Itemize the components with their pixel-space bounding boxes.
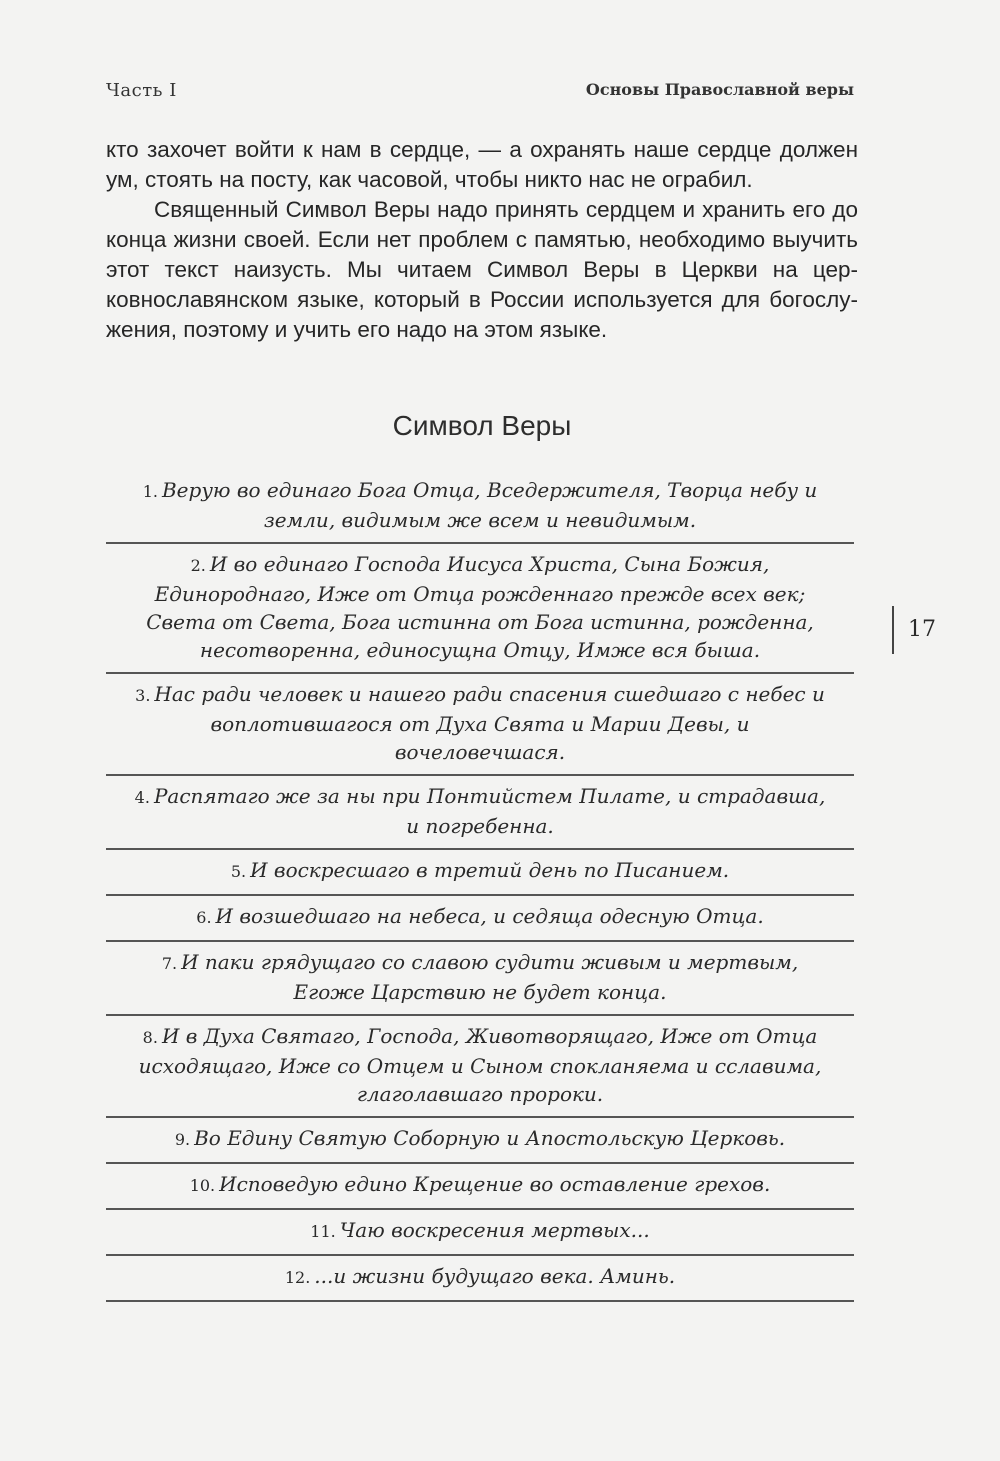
article-text: Распятаго же за ны при Понтийстем Пилате, и страдавша, и погребенна. <box>153 784 826 838</box>
article-text: Верую во единаго Бога Отца, Вседержителя, Творца небу и земли, видимым же всем и невидимым. <box>161 478 818 532</box>
running-header-title: Основы Православной веры <box>585 80 854 99</box>
article-text: И во единаго Господа Иисуса Христа, Сына Божия, Единороднаго, Иже от Отца рожденнаго прежде всех век; Света от Света, Бога истинна от Бога истинна, рожденна, несотворенна, единосущна Отцу, Имже вся быша. <box>146 552 814 662</box>
creed-article-4 <box>106 776 854 850</box>
intro-paragraph-2: Священный Символ Веры надо принять сердцем и хранить его до конца жизни своей. Если нет проблем с памятью, необходимо выучить этот текст наизусть. Мы читаем Символ Веры в Церкви на церковнославянском языке, который в России используется для богослужения, поэтому и учить его надо на этом языке. <box>106 197 858 342</box>
article-text: И возшедшаго на небеса, и седяща одесную Отца. <box>215 904 764 928</box>
article-number: 11. <box>310 1222 336 1241</box>
creed-article-12 <box>106 1256 854 1302</box>
article-number: 5. <box>230 862 247 881</box>
creed-article-9 <box>106 1118 854 1164</box>
article-text: И воскресшаго в третий день по Писанием. <box>250 858 730 882</box>
creed-article-2 <box>106 544 854 674</box>
article-number: 1. <box>142 482 158 501</box>
article-number: 3. <box>135 686 151 705</box>
running-header-part: Часть I <box>106 80 177 101</box>
creed-article-11 <box>106 1210 854 1256</box>
article-number: 12. <box>284 1268 311 1287</box>
article-text: И паки грядущаго со славою судити живым и мертвым, Егоже Царствию не будет конца. <box>181 950 799 1004</box>
article-number: 7. <box>161 954 178 973</box>
article-text: Во Едину Святую Соборную и Апостольскую Церковь. <box>194 1126 786 1150</box>
article-number: 10. <box>189 1176 216 1195</box>
creed-article-8 <box>106 1016 854 1118</box>
intro-text <box>106 135 858 345</box>
creed-list <box>106 470 854 1302</box>
creed-article-10 <box>106 1164 854 1210</box>
article-text: Исповедую едино Крещение во оставление грехов. <box>219 1172 771 1196</box>
article-text: Чаю воскресения мертвых... <box>339 1218 650 1242</box>
article-text: Нас ради человек и нашего ради спасения сшедшаго с небес и воплотившагося от Духа Свята и Марии Девы, и вочеловечшася. <box>154 682 825 764</box>
page-number: 17 <box>892 606 936 654</box>
creed-article-1 <box>106 470 854 544</box>
article-number: 6. <box>196 908 212 927</box>
article-number: 4. <box>134 788 150 807</box>
section-title: Символ Веры <box>392 410 572 441</box>
creed-article-6 <box>106 896 854 942</box>
intro-paragraph-1: кто захочет войти к нам в сердце, — а охранять наше сердце должен ум, стоять на посту, как часовой, чтобы никто нас не ограбил. <box>106 137 858 192</box>
article-number: 8. <box>142 1028 158 1047</box>
article-number: 2. <box>190 556 206 575</box>
creed-article-7 <box>106 942 854 1016</box>
creed-article-5 <box>106 850 854 896</box>
creed-article-3 <box>106 674 854 776</box>
article-text: И в Духа Святаго, Господа, Животворящаго, Иже от Отца исходящаго, Иже со Отцем и Сыном спокланяема и сславима, глаголавшаго пророки. <box>138 1024 822 1106</box>
article-number: 9. <box>174 1130 191 1149</box>
article-text: ...и жизни будущаго века. Аминь. <box>314 1264 676 1288</box>
